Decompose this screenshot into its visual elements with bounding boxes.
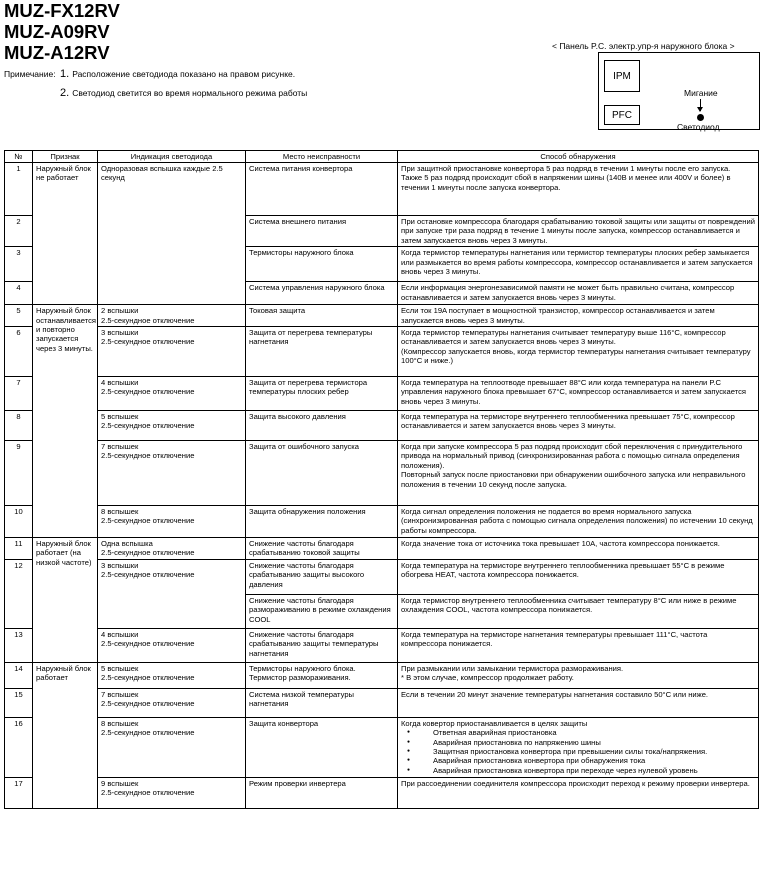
row-number: 10 xyxy=(5,506,33,538)
detection-text: Когда температура на термисторе внутреннего теплообменника превышает 75°C, компрессор останавливается и затем запускается вновь через 3 минуты. xyxy=(401,412,735,431)
fault-location-cell: Термисторы наружного блока. Термистор размораживания. xyxy=(246,662,398,688)
detection-method-cell xyxy=(398,506,759,538)
led-dot-icon xyxy=(697,114,704,121)
led-indication-cell: Одноразовая вспышка каждые 2.5 секунд xyxy=(98,163,246,305)
col-header-symptom: Признак xyxy=(33,151,98,163)
fault-location-cell: Термисторы наружного блока xyxy=(246,247,398,282)
led-indication-cell: 7 вспышек 2.5-секундное отключение xyxy=(98,688,246,717)
table-row xyxy=(5,717,759,777)
col-header-no: № xyxy=(5,151,33,163)
blink-label: Мигание xyxy=(684,88,718,98)
led-indication-cell: 2 вспышки 2.5-секундное отключение xyxy=(98,305,246,327)
detection-method-cell xyxy=(398,717,759,777)
symptom-cell: Наружный блок не работает xyxy=(33,163,98,305)
model-name: MUZ-A12RV xyxy=(4,42,110,63)
led-indication-cell: 4 вспышки 2.5-секундное отключение xyxy=(98,628,246,662)
row-number: 9 xyxy=(5,441,33,506)
list-item: ● Аварийная приостановка конвертора при обнаружения тока xyxy=(401,756,755,765)
fault-location-cell: Система управления наружного блока xyxy=(246,282,398,305)
table-row xyxy=(5,377,759,411)
detection-text: Когда термистор внутреннего теплообменника считывает температуру 8°C или ниже в режиме охлаждения COOL, частота компрессора понижается. xyxy=(401,595,737,615)
pcb-diagram xyxy=(598,52,760,130)
detection-text: Если информация энергонезависимой памяти не может быть правильно считана, компрессор останавливается и затем запускается вновь через 3 минуты. xyxy=(401,283,735,302)
diagnostics-table xyxy=(4,150,759,809)
panel-title: < Панель P.C. электр.упр-я наружного блока > xyxy=(552,41,735,51)
led-indication-cell: 3 вспышки 2.5-секундное отключение xyxy=(98,327,246,377)
detection-method-cell xyxy=(398,163,759,216)
table-row xyxy=(5,441,759,506)
row-number: 5 xyxy=(5,305,33,327)
row-number: 2 xyxy=(5,216,33,247)
led-indication-cell: 8 вспышек 2.5-секундное отключение xyxy=(98,717,246,777)
detection-method-cell xyxy=(398,559,759,594)
led-indication-cell: 7 вспышек 2.5-секундное отключение xyxy=(98,441,246,506)
row-number: 13 xyxy=(5,628,33,662)
row-number: 1 xyxy=(5,163,33,216)
model-list xyxy=(4,0,120,63)
detection-text: Когда ковертор приостанавливается в целях защиты xyxy=(401,718,588,728)
row-number: 15 xyxy=(5,688,33,717)
detection-text: Если ток 19A поступает в мощностной транзистор, компрессор останавливается и затем запускается вновь через 3 минуты. xyxy=(401,306,715,325)
row-number: 16 xyxy=(5,717,33,777)
detection-text: Когда температура на теплоотводе превышает 88°C или когда температура на панели P.C управления наружного блока превышает 67°C, компрессор останавливается и затем запускается вновь через 3 минуты. xyxy=(401,378,747,406)
table-row xyxy=(5,688,759,717)
detection-text: При размыкании или замыкании термистора размораживания. * В этом случае, компрессор продолжает работу. xyxy=(401,663,624,683)
note-number: 1. xyxy=(60,68,70,80)
note-number: 2. xyxy=(60,87,70,99)
fault-location-cell: Снижение частоты благодаря размораживанию в режиме охлаждения COOL xyxy=(246,594,398,628)
detection-text: При защитной приостановке конвертора 5 раз подряд в течении 1 минуты после его запуска. Также 5 раз подряд происходит сбой в напряжении шины (140В и менее или 400V и более) в течении 1 минуты после запуска конвертора. xyxy=(401,164,731,192)
detection-method-cell xyxy=(398,216,759,247)
table-row xyxy=(5,411,759,441)
detection-method-cell xyxy=(398,282,759,305)
symptom-cell: Наружный блок работает xyxy=(33,662,98,808)
symptom-cell: Наружный блок останавливается и повторно запускается через 3 минуты. xyxy=(33,305,98,538)
led-label: Светодиод xyxy=(677,122,720,132)
detection-text: Когда при запуске компрессора 5 раз подряд происходит сбой переключения с принудительного привода на нормальный привод (синхронизированная работа с помощью сигнала определения положения). Повторный запуск после приостановки при обнаружении ошибочного запуска или неправильного положения в течении 10 секунд после запуска. xyxy=(401,442,746,489)
row-number: 12 xyxy=(5,559,33,628)
detection-text: Когда термистор температуры нагнетания считывает температуру выше 116°C, компрессор останавливается и затем запускается вновь через 3 минуты. (Компрессор запускается вновь, когда термистор температуры нагнетания считывает температуру 100°C и ниже.) xyxy=(401,328,751,366)
detection-text: При рассоединении соединителя компрессора происходит переход к режиму проверки инвертера. xyxy=(401,778,750,788)
fault-location-cell: Защита обнаружения положения xyxy=(246,506,398,538)
detection-method-cell xyxy=(398,688,759,717)
row-number: 6 xyxy=(5,327,33,377)
table-row xyxy=(5,559,759,594)
pfc-chip: PFC xyxy=(604,105,640,125)
detection-text: Когда термистор температуры нагнетания или термистор температуры плоских ребер замыкается или размыкается во время работы компрессора, компрессор останавливается и затем запускается вновь через 3 минуты. xyxy=(401,248,753,277)
model-name: MUZ-A09RV xyxy=(4,21,110,42)
detection-text: Когда сигнал определения положения не подается во время нормального запуска (синхронизированная работа с помощью сигнала определения положения) по истечении 10 секунд работы компрессора. xyxy=(401,507,753,535)
led-indication-cell: 8 вспышек 2.5-секундное отключение xyxy=(98,506,246,538)
col-header-detect: Способ обнаружения xyxy=(398,151,759,163)
table-header-row xyxy=(5,151,759,163)
led-indication-cell: 4 вспышки 2.5-секундное отключение xyxy=(98,377,246,411)
note-text: Расположение светодиода показано на правом рисунке. xyxy=(72,69,296,79)
led-indication-cell: 5 вспышек 2.5-секундное отключение xyxy=(98,411,246,441)
detection-method-cell xyxy=(398,411,759,441)
table-row xyxy=(5,538,759,560)
detection-method-cell xyxy=(398,377,759,411)
table-row xyxy=(5,163,759,216)
notes-label: Примечание: xyxy=(4,69,56,79)
fault-location-cell: Защита высокого давления xyxy=(246,411,398,441)
table-row xyxy=(5,777,759,808)
table-row xyxy=(5,506,759,538)
led-indication-cell: 5 вспышек 2.5-секундное отключение xyxy=(98,662,246,688)
led-indication-cell: 9 вспышек 2.5-секундное отключение xyxy=(98,777,246,808)
fault-location-cell: Снижение частоты благодаря срабатыванию защиты температуры нагнетания xyxy=(246,628,398,662)
row-number: 3 xyxy=(5,247,33,282)
row-number: 14 xyxy=(5,662,33,688)
table-row xyxy=(5,305,759,327)
protection-list xyxy=(401,728,755,775)
detection-method-cell xyxy=(398,538,759,560)
note-text: Светодиод светится во время нормального режима работы xyxy=(72,88,308,98)
row-number: 4 xyxy=(5,282,33,305)
row-number: 11 xyxy=(5,538,33,560)
fault-location-cell: Токовая защита xyxy=(246,305,398,327)
fault-location-cell: Снижение частоты благодаря срабатыванию токовой защиты xyxy=(246,538,398,560)
arrowhead-icon xyxy=(697,107,703,112)
fault-location-cell: Снижение частоты благодаря срабатыванию защиты высокого давления xyxy=(246,559,398,594)
led-indication-cell: Одна вспышка 2.5-секундное отключение xyxy=(98,538,246,560)
fault-location-cell: Система низкой температуры нагнетания xyxy=(246,688,398,717)
detection-method-cell xyxy=(398,305,759,327)
notes xyxy=(4,68,307,100)
table-row xyxy=(5,662,759,688)
detection-method-cell xyxy=(398,441,759,506)
list-item: ● Аварийная приостановка конвертора при переходе через нулевой уровень xyxy=(401,766,755,775)
fault-location-cell: Защита конвертора xyxy=(246,717,398,777)
fault-location-cell: Режим проверки инвертера xyxy=(246,777,398,808)
table-row xyxy=(5,628,759,662)
detection-text: Если в течении 20 минут значение температуры нагнетания составило 50°C или ниже. xyxy=(401,689,709,699)
detection-method-cell xyxy=(398,327,759,377)
fault-location-cell: Защита от перегрева термистора температуры плоских ребер xyxy=(246,377,398,411)
list-item: ● Ответная аварийная приостановка xyxy=(401,728,755,737)
table-row xyxy=(5,327,759,377)
led-indication-cell: 3 вспышки 2.5-секундное отключение xyxy=(98,559,246,628)
fault-location-cell: Система питания конвертора xyxy=(246,163,398,216)
detection-method-cell xyxy=(398,628,759,662)
detection-method-cell xyxy=(398,662,759,688)
fault-location-cell: Система внешнего питания xyxy=(246,216,398,247)
detection-text: При остановке компрессора благодаря срабатыванию токовой защиты или защиты от повреждений при запуске три раза подряд в течение 1 минуты после запуска, компрессор останавливается и затем запускается вновь через 3 минуты. xyxy=(401,217,755,245)
detection-text: Когда температура на термисторе внутреннего теплообменника превышает 55°C в режиме обогрева HEAT, частота компрессора понижается. xyxy=(401,560,725,580)
detection-text: Когда значение тока от источника тока превышает 10A, частота компрессора понижается. xyxy=(401,539,720,549)
ipm-chip: IPM xyxy=(604,60,640,92)
fault-location-cell: Защита от ошибочного запуска xyxy=(246,441,398,506)
fault-location-cell: Защита от перегрева температуры нагнетания xyxy=(246,327,398,377)
list-item: ● Защитная приостановка конвертора при превышении силы тока/напряжения. xyxy=(401,747,755,756)
col-header-place: Место неисправности xyxy=(246,151,398,163)
row-number: 17 xyxy=(5,777,33,808)
list-item: ● Аварийная приостановка по напряжению шины xyxy=(401,738,755,747)
model-name: MUZ-FX12RV xyxy=(4,0,120,21)
col-header-led: Индикация светодиода xyxy=(98,151,246,163)
detection-method-cell xyxy=(398,247,759,282)
detection-text: Когда температура на термисторе нагнетания температуры превышает 111°C, частота компрессора понижается. xyxy=(401,629,708,649)
detection-method-cell xyxy=(398,594,759,628)
row-number: 7 xyxy=(5,377,33,411)
symptom-cell: Наружный блок работает (на низкой частоте) xyxy=(33,538,98,663)
detection-method-cell xyxy=(398,777,759,808)
row-number: 8 xyxy=(5,411,33,441)
